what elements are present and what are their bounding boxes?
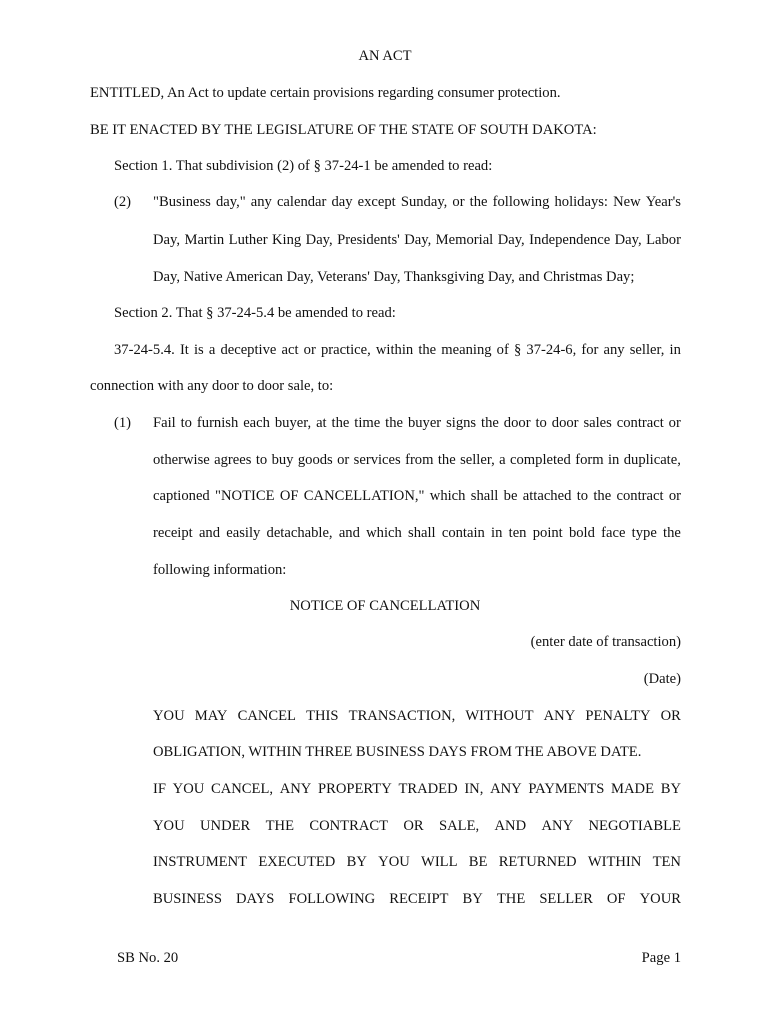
section2-item-label: (1): [114, 415, 132, 431]
section2-item-line: Fail to furnish each buyer, at the time the buyer signs the door to door sales contract or: [153, 415, 681, 431]
section2-item-line: following information:: [153, 562, 287, 578]
notice-line: YOU MAY CANCEL THIS TRANSACTION, WITHOUT ANY PENALTY OR: [153, 708, 681, 724]
section2-item-line: captioned "NOTICE OF CANCELLATION," which shall be attached to the contract or: [153, 488, 681, 504]
section2-paragraph-line: 37-24-5.4. It is a deceptive act or practice, within the meaning of § 37-24-6, for any seller, in: [114, 342, 681, 358]
section1-intro: Section 1. That subdivision (2) of § 37-24-1 be amended to read:: [114, 158, 493, 174]
footer-bill-number: SB No. 20: [117, 950, 179, 966]
notice-line: IF YOU CANCEL, ANY PROPERTY TRADED IN, ANY PAYMENTS MADE BY: [153, 781, 681, 797]
notice-date-label: (Date): [643, 671, 681, 687]
section2-item-line: receipt and easily detachable, and which shall contain in ten point bold face type the: [153, 525, 681, 541]
footer-page-number: Page 1: [641, 950, 681, 966]
section2-item-line: otherwise agrees to buy goods or services from the seller, a completed form in duplicate,: [153, 452, 681, 468]
section1-item-line: Day, Native American Day, Veterans' Day, Thanksgiving Day, and Christmas Day;: [153, 269, 635, 285]
entitled-line: ENTITLED, An Act to update certain provisions regarding consumer protection.: [90, 85, 561, 101]
enacting-clause: BE IT ENACTED BY THE LEGISLATURE OF THE STATE OF SOUTH DAKOTA:: [90, 122, 597, 138]
notice-line: INSTRUMENT EXECUTED BY YOU WILL BE RETURNED WITHIN TEN: [153, 854, 681, 870]
section2-paragraph-line: connection with any door to door sale, to:: [90, 378, 334, 394]
notice-date-hint: (enter date of transaction): [530, 634, 681, 650]
act-heading: AN ACT: [358, 48, 412, 64]
section1-item-label: (2): [114, 194, 132, 210]
notice-line: YOU UNDER THE CONTRACT OR SALE, AND ANY NEGOTIABLE: [153, 818, 681, 834]
section1-item-line: "Business day," any calendar day except Sunday, or the following holidays: New Year's: [153, 194, 681, 210]
notice-line: OBLIGATION, WITHIN THREE BUSINESS DAYS FROM THE ABOVE DATE.: [153, 744, 642, 760]
section1-item-line: Day, Martin Luther King Day, Presidents' Day, Memorial Day, Independence Day, Labor: [153, 232, 681, 248]
section2-intro: Section 2. That § 37-24-5.4 be amended to read:: [114, 305, 396, 321]
notice-title: NOTICE OF CANCELLATION: [289, 598, 481, 614]
notice-line: BUSINESS DAYS FOLLOWING RECEIPT BY THE SELLER OF YOUR: [153, 891, 681, 907]
